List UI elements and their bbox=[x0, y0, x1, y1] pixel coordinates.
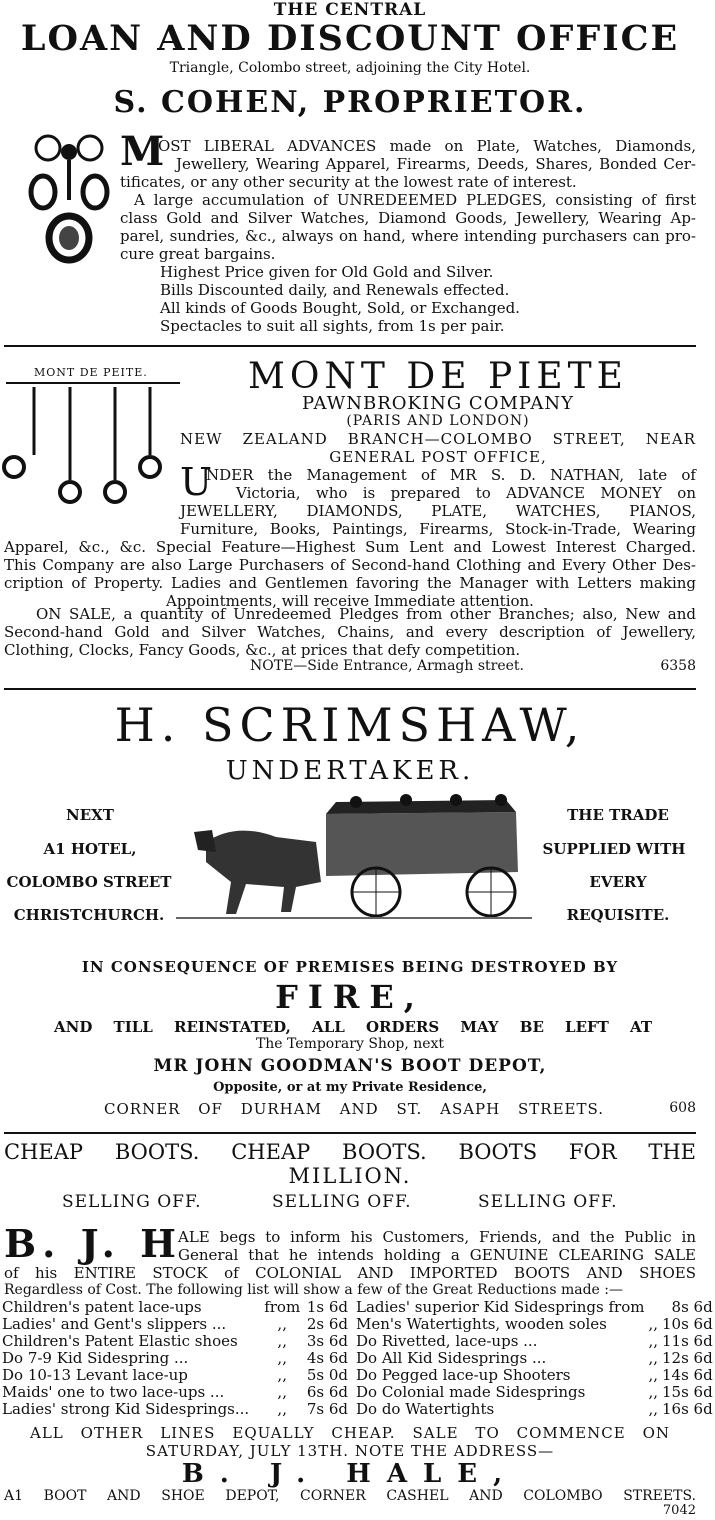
ad3-line5: Opposite, or at my Private Residence, bbox=[213, 1080, 487, 1095]
ad1-list-4: Spectacles to suit all sights, from 1s per pair. bbox=[160, 317, 505, 335]
item-price: 16s 6d bbox=[662, 1400, 713, 1418]
item-name: Do do Watertights bbox=[356, 1400, 495, 1418]
ad1-list-3: All kinds of Goods Bought, Sold, or Exchanged. bbox=[160, 299, 520, 317]
item-qualifier: ,, bbox=[277, 1349, 287, 1367]
ad2-text-1: NDER the Management of MR S. D. NATHAN, late of bbox=[206, 466, 696, 484]
ad3-subtitle: UNDERTAKER. bbox=[225, 756, 475, 786]
price-list-row bbox=[354, 1401, 715, 1418]
item-qualifier: ,, bbox=[648, 1349, 658, 1367]
ad2-sale-1: ON SALE, a quantity of Unredeemed Pledges from other Branches; also, New and bbox=[36, 605, 696, 623]
ad1-list-1: Highest Price given for Old Gold and Silver. bbox=[160, 263, 494, 281]
ad4-close2: SATURDAY, JULY 13TH. NOTE THE ADDRESS— bbox=[145, 1442, 555, 1460]
ad4-full-1: of his ENTIRE STOCK of COLONIAL AND IMPORTED BOOTS AND SHOES bbox=[4, 1264, 696, 1282]
ad3-number: 608 bbox=[669, 1100, 696, 1116]
item-price: 3s 6d bbox=[306, 1332, 348, 1350]
price-list-row bbox=[0, 1316, 350, 1333]
item-qualifier: ,, bbox=[648, 1400, 658, 1418]
ad2-text-3: JEWELLERY, DIAMONDS, PLATE, WATCHES, PIANOS, bbox=[180, 502, 696, 520]
ad1-title: LOAN AND DISCOUNT OFFICE bbox=[20, 18, 680, 59]
price-list-row bbox=[0, 1384, 350, 1401]
ad3-left-3: COLOMBO STREET bbox=[6, 873, 172, 891]
price-list-row bbox=[0, 1333, 350, 1350]
ad1-proprietor: S. COHEN, PROPRIETOR. bbox=[113, 85, 587, 120]
ad2-text-2: Victoria, who is prepared to ADVANCE MONEY on bbox=[236, 484, 696, 502]
ad4-selling-2: SELLING OFF. bbox=[272, 1192, 412, 1212]
item-price: 10s 6d bbox=[662, 1315, 713, 1333]
ad2-sale-3: Clothing, Clocks, Fancy Goods, &c., at prices that defy competition. bbox=[4, 641, 521, 659]
ad1-para2-line4: cure great bargains. bbox=[120, 245, 276, 263]
ad3-right-3: EVERY bbox=[589, 873, 647, 891]
price-list-row bbox=[354, 1316, 715, 1333]
ad2-subtitle: PAWNBROKING COMPANY bbox=[302, 393, 574, 414]
ad1-para1-line3: tificates, or any other security at the lowest rate of interest. bbox=[120, 173, 577, 191]
ad4-headline: CHEAP BOOTS. CHEAP BOOTS. BOOTS FOR THE bbox=[4, 1140, 696, 1164]
price-list-row bbox=[354, 1299, 715, 1316]
item-price: 1s 6d bbox=[306, 1298, 348, 1316]
item-price: 15s 6d bbox=[662, 1383, 713, 1401]
ad2-note: NOTE—Side Entrance, Armagh street. bbox=[250, 658, 524, 674]
pawnbroker-balls-icon bbox=[0, 385, 180, 525]
price-list-row bbox=[354, 1367, 715, 1384]
ad4-address: A1 BOOT AND SHOE DEPOT, CORNER CASHEL AND COLOMBO STREETS. bbox=[4, 1488, 696, 1504]
ad2-full-2: This Company are also Large Purchasers of Second-hand Clothing and Every Other Des- bbox=[4, 556, 696, 574]
ad2-number: 6358 bbox=[660, 658, 696, 674]
divider bbox=[4, 688, 696, 690]
item-price: 8s 6d bbox=[671, 1298, 713, 1316]
ad4-selling-1: SELLING OFF. bbox=[62, 1192, 202, 1212]
ad3-line3: The Temporary Shop, next bbox=[255, 1036, 445, 1052]
ad3-title: H. SCRIMSHAW, bbox=[114, 698, 586, 752]
item-name: Ladies' and Gent's slippers ... bbox=[2, 1315, 227, 1333]
ad1-para2-line3: parel, sundries, &c., always on hand, where intending purchasers can pro- bbox=[120, 227, 696, 245]
ad2-title: MONT DE PIETE bbox=[248, 356, 628, 397]
ad1-list-2: Bills Discounted daily, and Renewals effected. bbox=[160, 281, 510, 299]
item-name: Do All Kid Sidesprings ... bbox=[356, 1349, 547, 1367]
item-qualifier: ,, bbox=[277, 1366, 287, 1384]
hearse-illustration bbox=[176, 792, 532, 922]
ad4-full-2: Regardless of Cost. The following list will show a few of the Great Reductions made :— bbox=[4, 1282, 623, 1298]
ad2-drop-cap: U bbox=[180, 460, 213, 504]
item-qualifier: ,, bbox=[277, 1383, 287, 1401]
ad2-full-1: Apparel, &c., &c. Special Feature—Highest Sum Lent and Lowest Interest Charged. bbox=[4, 538, 696, 556]
item-name: Do Rivetted, lace-ups ... bbox=[356, 1332, 538, 1350]
ad3-line2: AND TILL REINSTATED, ALL ORDERS MAY BE LEFT AT bbox=[54, 1018, 652, 1036]
price-list-right bbox=[354, 1299, 715, 1418]
item-qualifier bbox=[646, 1299, 660, 1316]
item-name: Ladies' superior Kid Sidesprings from bbox=[356, 1298, 645, 1316]
ad3-line1: IN CONSEQUENCE OF PREMISES BEING DESTROYED BY bbox=[81, 958, 619, 976]
ad1-para2-line1: A large accumulation of UNREDEEMED PLEDGES, consisting of first bbox=[134, 191, 696, 209]
ad2-text-4: Furniture, Books, Paintings, Firearms, Stock-in-Trade, Wearing bbox=[180, 520, 696, 538]
price-list-row bbox=[0, 1299, 350, 1316]
item-name: Do 7-9 Kid Sidespring ... bbox=[2, 1349, 189, 1367]
ad4-close1: ALL OTHER LINES EQUALLY CHEAP. SALE TO COMMENCE ON bbox=[30, 1424, 670, 1442]
price-list-row bbox=[354, 1384, 715, 1401]
jewellery-illustration bbox=[18, 130, 118, 265]
ad2-paren: (PARIS AND LONDON) bbox=[346, 413, 530, 429]
item-name: Maids' one to two lace-ups ... bbox=[2, 1383, 225, 1401]
ad2-sale-2: Second-hand Gold and Silver Watches, Chains, and every description of Jewellery, bbox=[4, 623, 696, 641]
ad1-top: THE CENTRAL bbox=[273, 0, 427, 20]
divider bbox=[4, 345, 696, 347]
item-price: 14s 6d bbox=[662, 1366, 713, 1384]
item-name: Do Colonial made Sidesprings bbox=[356, 1383, 586, 1401]
item-name: Ladies' strong Kid Sidesprings... bbox=[2, 1400, 250, 1418]
item-price: 4s 6d bbox=[306, 1349, 348, 1367]
ad1-drop-cap: M bbox=[120, 128, 165, 175]
item-price: 2s 6d bbox=[306, 1315, 348, 1333]
item-name: Children's Patent Elastic shoes bbox=[2, 1332, 238, 1350]
ad1-para1-line2: Jewellery, Wearing Apparel, Firearms, Deeds, Shares, Bonded Cer- bbox=[176, 155, 696, 173]
ad4-selling-3: SELLING OFF. bbox=[478, 1192, 618, 1212]
item-name: Men's Watertights, wooden soles bbox=[356, 1315, 607, 1333]
item-price: 6s 6d bbox=[306, 1383, 348, 1401]
ad3-line4: MR JOHN GOODMAN'S BOOT DEPOT, bbox=[153, 1056, 547, 1076]
ad4-signature: B. J. HALE, bbox=[181, 1459, 519, 1489]
ad4-number: 7042 bbox=[662, 1503, 696, 1518]
ad2-full-3: cription of Property. Ladies and Gentlemen favoring the Manager with Letters making bbox=[4, 574, 696, 592]
price-list-row bbox=[354, 1333, 715, 1350]
ad4-intro-2: General that he intends holding a GENUINE CLEARING SALE bbox=[178, 1246, 696, 1264]
item-name: Children's patent lace-ups bbox=[2, 1298, 202, 1316]
ad1-para2-line2: class Gold and Silver Watches, Diamond Goods, Jewellery, Wearing Ap- bbox=[120, 209, 696, 227]
item-qualifier: ,, bbox=[277, 1315, 287, 1333]
ad2-branch1: NEW ZEALAND BRANCH—COLOMBO STREET, NEAR bbox=[180, 430, 696, 448]
ad3-right-2: SUPPLIED WITH bbox=[542, 840, 686, 858]
item-price: 12s 6d bbox=[662, 1349, 713, 1367]
ad3-right-1: THE TRADE bbox=[567, 806, 669, 824]
price-list-row bbox=[354, 1350, 715, 1367]
ad1-address: Triangle, Colombo street, adjoining the City Hotel. bbox=[169, 60, 531, 76]
ad3-left-2: A1 HOTEL, bbox=[43, 840, 137, 858]
ad3-left-4: CHRISTCHURCH. bbox=[13, 906, 165, 924]
item-qualifier: ,, bbox=[648, 1383, 658, 1401]
item-qualifier: from bbox=[264, 1298, 301, 1316]
item-qualifier: ,, bbox=[277, 1400, 287, 1418]
ad4-bj: B. J. H bbox=[4, 1221, 182, 1266]
item-price: 5s 0d bbox=[306, 1366, 348, 1384]
ad3-line6: CORNER OF DURHAM AND ST. ASAPH STREETS. bbox=[104, 1100, 604, 1118]
item-name: Do 10-13 Levant lace-up bbox=[2, 1366, 188, 1384]
ad4-intro-1: ALE begs to inform his Customers, Friends, and the Public in bbox=[178, 1228, 696, 1246]
item-qualifier: ,, bbox=[648, 1315, 658, 1333]
item-price: 7s 6d bbox=[306, 1400, 348, 1418]
ad4-headline2: MILLION. bbox=[288, 1164, 412, 1188]
item-price: 11s 6d bbox=[662, 1332, 713, 1350]
ad3-left-1: NEXT bbox=[66, 806, 114, 824]
item-name: Do Pegged lace-up Shooters bbox=[356, 1366, 571, 1384]
price-list-row bbox=[0, 1350, 350, 1367]
ad2-appointments: Appointments, will receive Immediate attention. bbox=[166, 592, 534, 610]
ad3-right-4: REQUISITE. bbox=[566, 906, 670, 924]
ad2-branch2: GENERAL POST OFFICE, bbox=[329, 448, 547, 466]
item-qualifier: ,, bbox=[648, 1366, 658, 1384]
item-qualifier: ,, bbox=[648, 1332, 658, 1350]
divider bbox=[4, 1132, 696, 1134]
item-qualifier: ,, bbox=[277, 1332, 287, 1350]
ad2-sign-bar bbox=[6, 382, 180, 384]
price-list-row bbox=[0, 1367, 350, 1384]
ad3-fire: FIRE, bbox=[275, 978, 425, 1016]
price-list-left bbox=[0, 1299, 350, 1418]
ad2-sign-label: MONT DE PEITE. bbox=[34, 366, 148, 379]
price-list-row bbox=[0, 1401, 350, 1418]
ad1-para1-line1: OST LIBERAL ADVANCES made on Plate, Watches, Diamonds, bbox=[158, 137, 696, 155]
